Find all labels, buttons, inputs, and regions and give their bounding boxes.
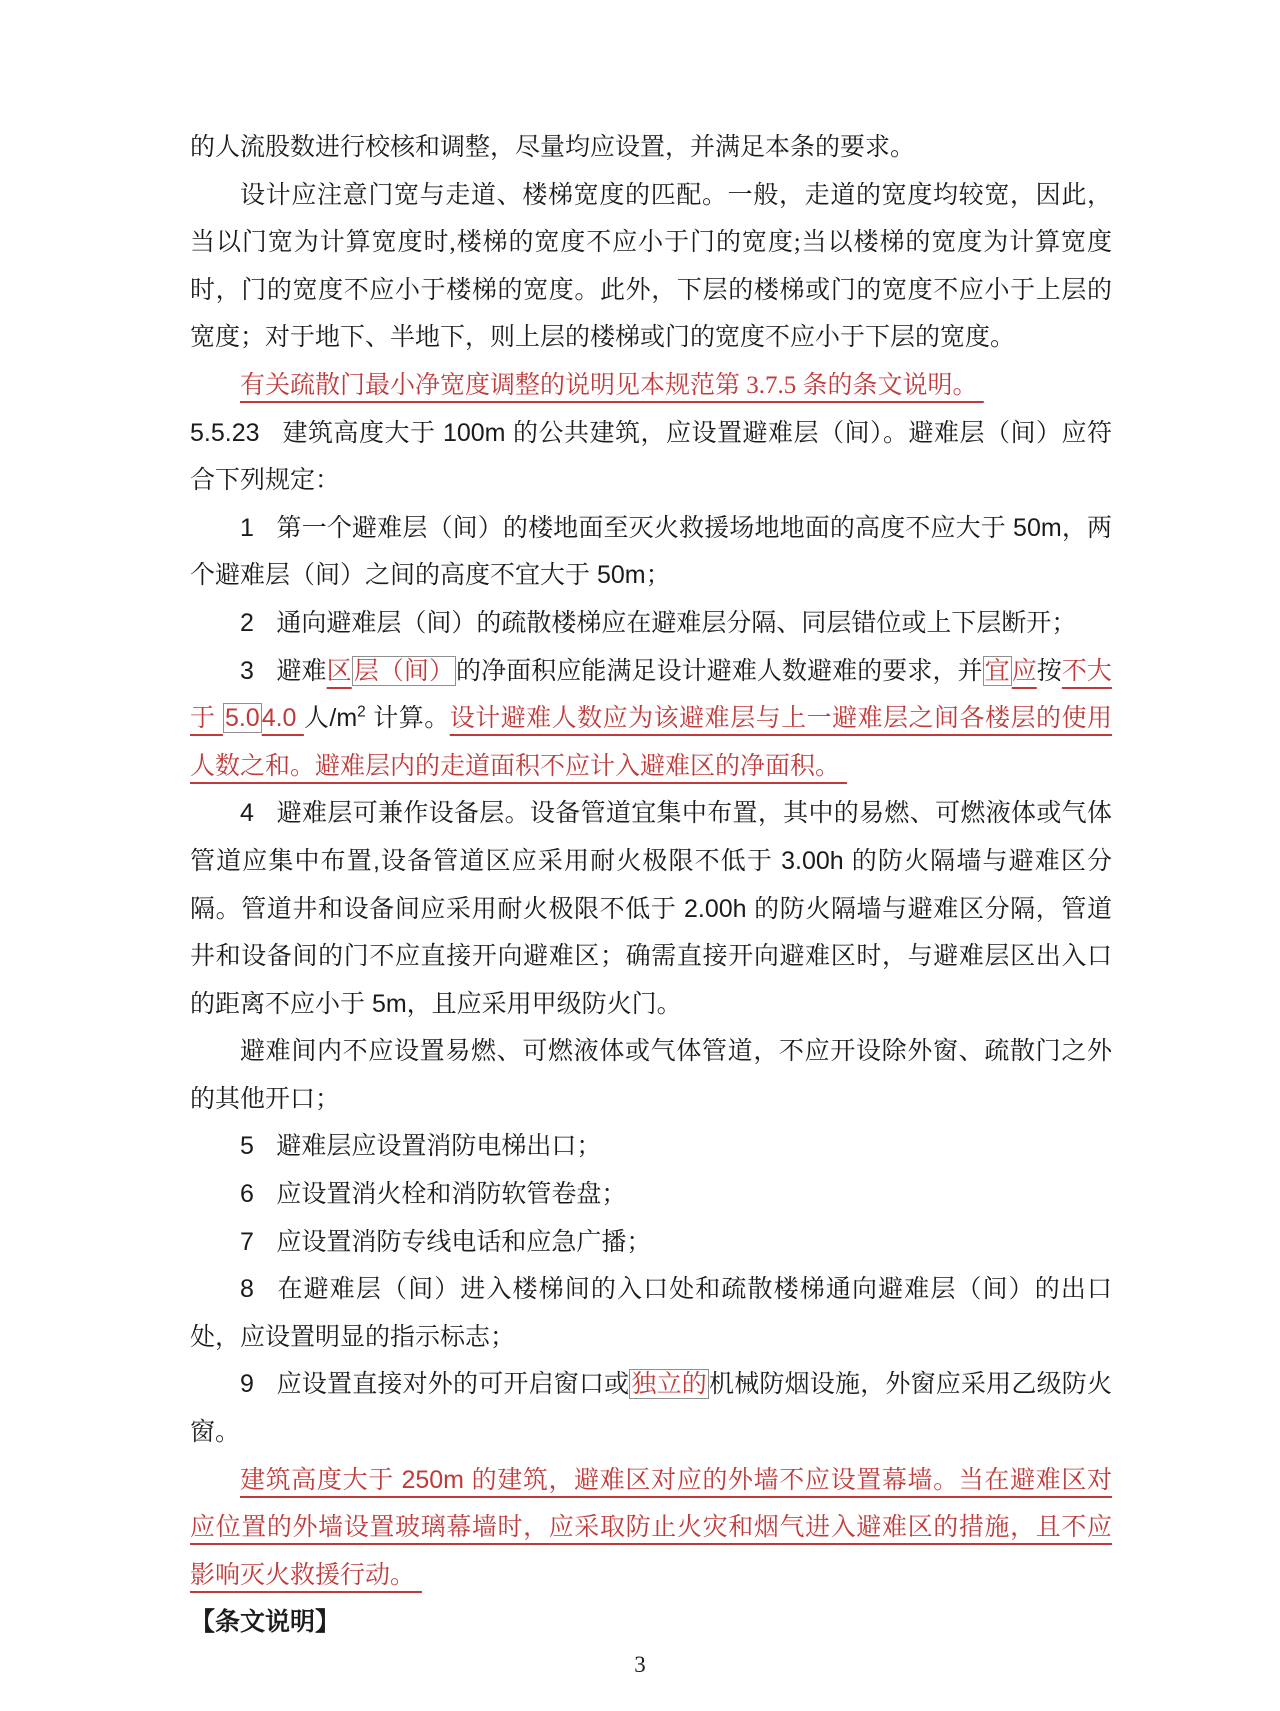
- inserted-text: 应: [1011, 656, 1037, 685]
- text-run: 【条文说明】: [190, 1608, 341, 1637]
- clause-number: 5.5.23: [190, 418, 260, 447]
- item-number: 9: [240, 1370, 254, 1399]
- document-page: [190, 124, 1112, 1647]
- item-number: 1: [240, 513, 254, 542]
- text-run: 的人流股数进行校核和调整，尽量均应设置，并满足本条的要求。: [190, 134, 916, 161]
- clause-item-1: [190, 505, 1112, 600]
- item-number: 2: [240, 608, 254, 637]
- item-text: 避难层可兼作设备层。设备管道宜集中布置，其中的易燃、可燃液体或气体管道应集中布置,设备管道区应采用耐火极限不低于 3.00h 的防火隔墙与避难区分隔。管道井和设备间应采用耐火极限不低于 2.00h 的防火隔墙与避难区分隔，管道井和设备间的门不应直接开向避难区；确需直接开向避难区时，与避难层区出入口的距离不应小于 5m，且应采用甲级防火门。: [190, 799, 1112, 1018]
- text-run: 的净面积应能满足设计避难人数避难的要求，并: [456, 656, 983, 685]
- clause-5-5-23: [190, 410, 1112, 505]
- inserted-text: 4.0: [261, 704, 304, 733]
- clause-item-7: [190, 1219, 1112, 1267]
- deleted-text: 宜: [984, 656, 1010, 685]
- clause-item-6: [190, 1171, 1112, 1219]
- inserted-text: 不大于: [190, 656, 1112, 733]
- clause-item-3: [190, 648, 1112, 791]
- item-number: 6: [240, 1180, 254, 1209]
- page-number: 3: [634, 1652, 646, 1677]
- item-text: 通向避难层（间）的疏散楼梯应在避难层分隔、同层错位或上下层断开；: [276, 608, 1077, 637]
- item-number: 8: [240, 1275, 254, 1304]
- text-run: 机械防烟设施，外窗应采用乙级防火窗。: [190, 1370, 1112, 1447]
- deleted-text: 层（间）: [353, 656, 455, 685]
- inserted-text: 建筑高度大于 250m 的建筑，避难区对应的外墙不应设置幕墙。当在避难区对应位置的外墙设置玻璃幕墙时，应采取防止火灾和烟气进入避难区的措施，且不应影响灭火救援行动。: [190, 1465, 1112, 1589]
- item-text: 应设置消防专线电话和应急广播；: [276, 1227, 652, 1256]
- paragraph-revision-note: [190, 362, 1112, 410]
- text-run: 计算。: [365, 704, 450, 733]
- inserted-text: 设计避难人数应为该避难层与上一避难层之间各楼层的使用人数之和。避难层内的走道面积不应计入避难区的净面积。: [190, 704, 1112, 780]
- clause-item-2: [190, 600, 1112, 648]
- text-run: 人/m: [303, 704, 358, 733]
- item-text: 在避难层（间）进入楼梯间的入口处和疏散楼梯通向避难层（间）的出口处，应设置明显的指示标志；: [190, 1275, 1112, 1351]
- explanation-label: [190, 1599, 1112, 1647]
- inserted-text: 有关疏散门最小净宽度调整的说明见本规范第 3.7.5 条的条文说明。: [240, 371, 984, 399]
- text-run: 应设置直接对外的可开启窗口或: [276, 1370, 630, 1399]
- inserted-text: 区: [326, 656, 352, 685]
- deleted-text: 5.0: [224, 704, 260, 733]
- item-number: 5: [240, 1132, 254, 1161]
- item-number: 3: [240, 656, 254, 685]
- text-run: 避难间内不应设置易燃、可燃液体或气体管道，不应开设除外窗、疏散门之外的其他开口；: [190, 1037, 1112, 1113]
- item-number: 4: [240, 799, 254, 828]
- item-text: 应设置消火栓和消防软管卷盘；: [276, 1180, 627, 1209]
- clause-item-5: [190, 1123, 1112, 1171]
- clause-item-4: [190, 790, 1112, 1028]
- paragraph-door-width-design: [190, 172, 1112, 362]
- paragraph-refuge-room: [190, 1028, 1112, 1123]
- clause-item-8: [190, 1266, 1112, 1361]
- clause-item-9: [190, 1361, 1112, 1456]
- item-text: 避难层应设置消防电梯出口；: [276, 1132, 602, 1161]
- text-run: 避难: [276, 656, 327, 685]
- item-number: 7: [240, 1227, 254, 1256]
- paragraph-curtain-wall-revision: [190, 1457, 1112, 1600]
- superscript: 2: [357, 703, 366, 721]
- text-run: 按: [1036, 656, 1062, 685]
- clause-text: 建筑高度大于 100m 的公共建筑，应设置避难层（间）。避难层（间）应符合下列规定：: [190, 418, 1112, 495]
- paragraph-continuation: [190, 124, 1112, 172]
- item-text: 第一个避难层（间）的楼地面至灭火救援场地地面的高度不应大于 50m，两个避难层（间）之间的高度不宜大于 50m；: [190, 513, 1112, 590]
- text-run: 设计应注意门宽与走道、楼梯宽度的匹配。一般，走道的宽度均较宽，因此，当以门宽为计算宽度时,楼梯的宽度不应小于门的宽度;当以楼梯的宽度为计算宽度时，门的宽度不应小于楼梯的宽度。此外，下层的楼梯或门的宽度不应小于上层的宽度；对于地下、半地下，则上层的楼梯或门的宽度不应小于下层的宽度。: [190, 181, 1112, 352]
- deleted-text: 独立的: [631, 1370, 707, 1399]
